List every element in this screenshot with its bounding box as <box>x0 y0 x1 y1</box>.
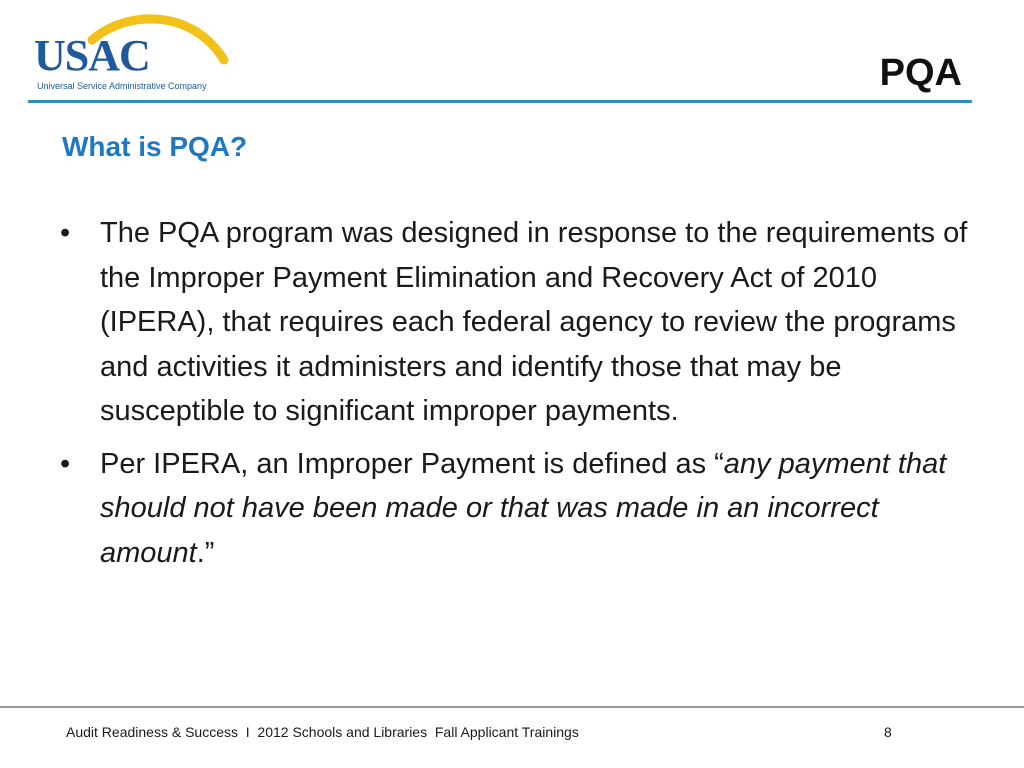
page-number: 8 <box>884 724 892 740</box>
bullet-list <box>58 211 988 583</box>
bullet-dot-icon: • <box>60 447 71 480</box>
footer-divider <box>0 706 1024 708</box>
bullet-item <box>58 211 988 434</box>
bullet-item <box>58 442 988 576</box>
definition-quote: any payment that should not have been made or that was made in an incorrect amount <box>100 447 947 569</box>
section-heading: What is PQA? <box>62 131 248 162</box>
footer-caption: Audit Readiness & Success I 2012 Schools and Libraries Fall Applicant Trainings <box>66 724 579 740</box>
bullet-text-prefix: Per IPERA, an Improper Payment is defined as “ <box>100 447 724 480</box>
bullet-text-suffix: .” <box>196 536 215 569</box>
bullet-dot-icon: • <box>60 217 71 249</box>
bullet-text: The PQA program was designed in response to the requirements of the Improper Payment Elimination and Recovery Act of 2010 (IPERA), that requires each federal agency to review the programs and activities it administers and identify those that may be susceptible to significant improper payments. <box>100 217 968 427</box>
logo-tagline: Universal Service Administrative Company <box>37 81 207 91</box>
logo-wordmark: USAC <box>34 31 150 80</box>
usac-logo <box>30 12 230 96</box>
header-divider <box>28 100 972 103</box>
slide-title: PQA <box>879 52 962 94</box>
